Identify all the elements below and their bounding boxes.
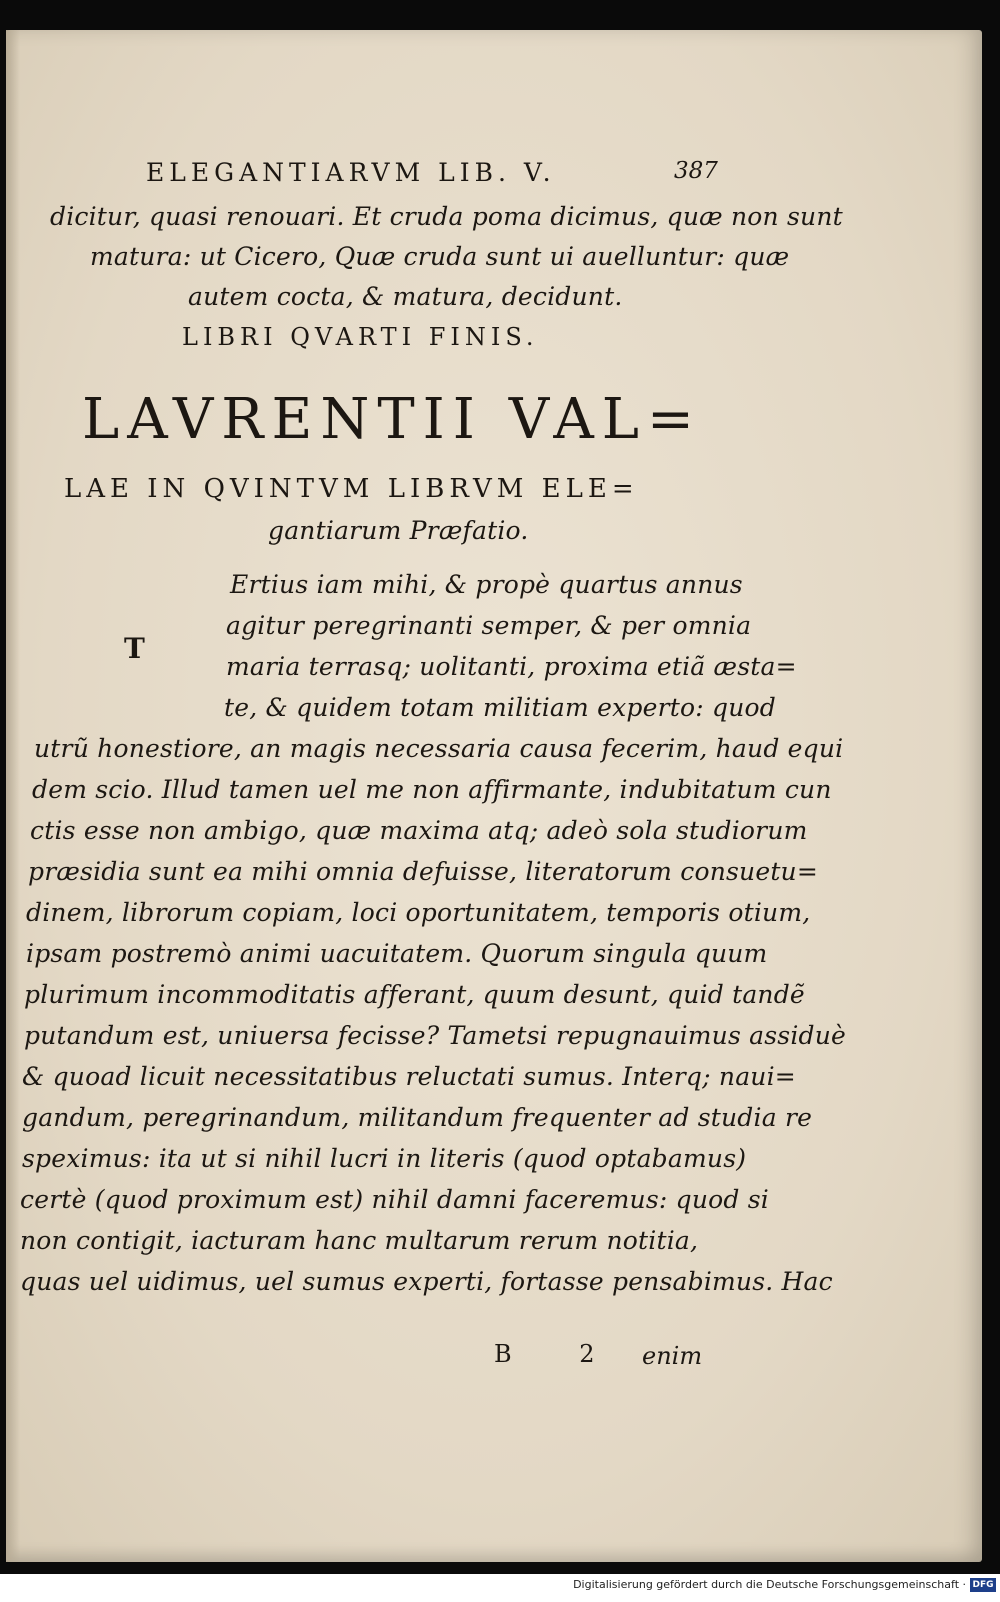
dfg-logo-icon: DFG [970, 1578, 996, 1592]
top-line: matura: ut Cicero, Quæ cruda sunt ui auelluntur: quæ [90, 242, 790, 271]
footer-credit: Digitalisierung gefördert durch die Deutsche Forschungsgemeinschaft · [573, 1578, 966, 1591]
book-page [6, 30, 982, 1562]
indented-line: maria terrasq; uolitanti, proxima etiã æsta= [226, 652, 797, 681]
body-line: dinem, librorum copiam, loci oportunitatem, temporis otium, [26, 898, 811, 927]
top-line: dicitur, quasi renouari. Et cruda poma dicimus, quæ non sunt [50, 202, 843, 231]
indented-line: agitur peregrinanti semper, & per omnia [226, 611, 752, 640]
body-line: gandum, peregrinandum, militandum frequenter ad studia re [22, 1103, 813, 1132]
body-line: & quoad licuit necessitatibus reluctati sumus. Interq; naui= [22, 1062, 796, 1091]
body-line: dem scio. Illud tamen uel me non affirmante, indubitatum cun [32, 775, 832, 804]
body-line: utrũ honestiore, an magis necessaria causa fecerim, haud equi [34, 734, 844, 763]
body-line: certè (quod proximum est) nihil damni faceremus: quod si [20, 1185, 769, 1214]
preface-heading-line1: LAVRENTII VAL= [82, 387, 702, 452]
body-line: plurimum incommoditatis afferant, quum desunt, quid tandẽ [24, 980, 805, 1009]
body-line: quas uel uidimus, uel sumus experti, fortasse pensabimus. Hac [20, 1267, 833, 1296]
page-text [6, 30, 982, 1562]
preface-heading-line3: gantiarum Præfatio. [268, 516, 529, 545]
catchword: enim [642, 1342, 703, 1370]
indented-line: te, & quidem totam militiam experto: quod [224, 693, 776, 722]
body-line: speximus: ita ut si nihil lucri in literis (quod optabamus) [22, 1144, 747, 1173]
footer-bar [0, 1574, 1000, 1602]
preface-heading-line2: LAE IN QVINTVM LIBRVM ELE= [64, 474, 639, 504]
body-line: ipsam postremò animi uacuitatem. Quorum singula quum [26, 939, 768, 968]
running-head: ELEGANTIARVM LIB. V. [146, 158, 556, 187]
initial-letter: T [124, 632, 145, 665]
body-line: non contigit, iacturam hanc multarum rerum notitia, [20, 1226, 699, 1255]
folio-number: 387 [674, 158, 718, 184]
book-end-marker: LIBRI QVARTI FINIS. [182, 323, 539, 351]
body-line: præsidia sunt ea mihi omnia defuisse, literatorum consuetu= [28, 857, 819, 886]
body-line: putandum est, uniuersa fecisse? Tametsi repugnauimus assiduè [24, 1021, 847, 1050]
top-line: autem cocta, & matura, decidunt. [188, 282, 623, 311]
signature-mark: B 2 [494, 1340, 625, 1368]
indented-line: Ertius iam mihi, & propè quartus annus [230, 570, 743, 599]
body-line: ctis esse non ambigo, quæ maxima atq; adeò sola studiorum [30, 816, 808, 845]
